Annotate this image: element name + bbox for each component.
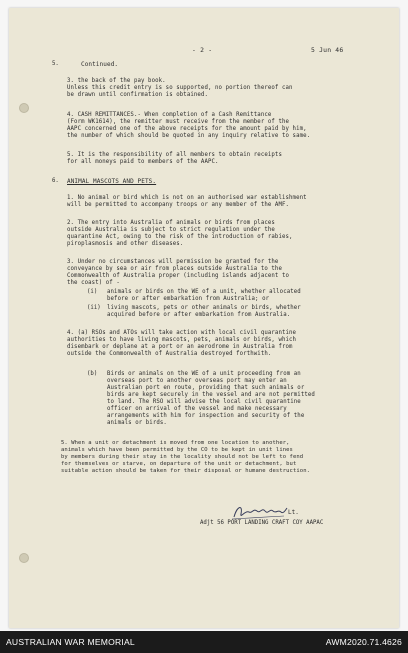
text-line: to land. The RSO will advise the local civil quarantine xyxy=(107,399,301,405)
text-line: for all moneys paid to members of the AAPC. xyxy=(67,159,219,165)
text-line: animals or birds. xyxy=(107,420,167,426)
signatory-title: Adjt 56 PORT LANDING CRAFT COY AAPAC xyxy=(200,520,324,526)
text-line: Commonwealth of Australia proper (including islands adjacent to xyxy=(67,273,290,279)
text-line: disembark or deplane at a port or an aerodrome in Australia from xyxy=(67,344,293,350)
text-line: Birds or animals on the WE of a unit proceeding from an xyxy=(107,371,301,377)
archive-footer xyxy=(0,631,408,653)
punch-hole xyxy=(19,553,29,563)
text-line: acquired before or after embarkation from Australia. xyxy=(107,312,291,318)
text-line: overseas port to another overseas port may enter an xyxy=(107,378,287,384)
sub-item-label: (b) xyxy=(87,371,98,377)
text-line: the number of which should be quoted in any inquiry relative to same. xyxy=(67,133,311,139)
text-line: piroplasmosis and other diseases. xyxy=(67,241,184,247)
text-line: living mascots, pets or other animals or birds, whether xyxy=(107,305,301,311)
accession-number: AWM2020.71.4626 xyxy=(325,637,402,647)
text-line: the coast) of - xyxy=(67,280,120,286)
sub-item-label: (i) xyxy=(87,289,98,295)
text-line: 5. It is the responsibility of all members to obtain receipts xyxy=(67,152,282,158)
handwritten-signature xyxy=(231,502,289,522)
text-line: 3. Under no circumstances will permission be granted for the xyxy=(67,259,279,265)
text-line: be drawn until confirmation is obtained. xyxy=(67,92,208,98)
text-line: outside Australia is subject to strict regulation under the xyxy=(67,227,275,233)
document-date: 5 Jun 46 xyxy=(311,46,344,54)
text-line: Australian port en route, providing that such animals or xyxy=(107,385,305,391)
text-line: before or after embarkation from Australia; or xyxy=(107,296,270,302)
text-line: conveyance by sea or air from places outside Australia to the xyxy=(67,266,282,272)
text-line: 4. CASH REMITTANCES.- When completion of a Cash Remittance xyxy=(67,112,272,118)
para-heading: ANIMAL MASCOTS AND PETS. xyxy=(67,178,157,185)
punch-hole xyxy=(19,103,29,113)
signatory-rank: Lt. xyxy=(288,509,299,516)
text-line: Unless this credit entry is so supported, no portion thereof can xyxy=(67,85,293,91)
text-line: 1. No animal or bird which is not on an authorised war establishment xyxy=(67,195,307,201)
sub-item-label: (ii) xyxy=(87,305,101,311)
page-number: - 2 - xyxy=(192,46,213,54)
text-line: officer on arrival of the vessel and make necessary xyxy=(107,406,287,412)
text-line: outside the Commonwealth of Australia destroyed forthwith. xyxy=(67,351,272,357)
document-page xyxy=(9,8,399,628)
institution-name: AUSTRALIAN WAR MEMORIAL xyxy=(6,637,135,647)
text-line: will be permitted to accompany troops or any member of the AMF. xyxy=(67,202,290,208)
text-line: birds are kept securely in the vessel and are not permitted xyxy=(107,392,315,398)
text-line: (Form WK1614), the remitter must receive from the member of the xyxy=(67,119,290,125)
text-line: for themselves or starve, on departure of the unit or detachment, but xyxy=(61,461,297,467)
para-number: 5. xyxy=(52,61,59,67)
text-line: animals which have been permitted by the CO to be kept in unit lines xyxy=(61,447,293,453)
text-line: 2. The entry into Australia of animals or birds from places xyxy=(67,220,275,226)
text-line: 3. the back of the pay book. xyxy=(67,78,166,84)
text-line: 5. When a unit or detachment is moved from one location to another, xyxy=(61,440,290,446)
text-line: AAPC concerned one of the above receipts for the amount paid by him, xyxy=(67,126,307,132)
text-line: by members during their stay in the locality should not be left to fend xyxy=(61,454,304,460)
para-number: 6. xyxy=(52,178,59,184)
text-line: 4. (a) RSOs and ATOs will take action with local civil quarantine xyxy=(67,330,297,336)
para-heading: Continued. xyxy=(81,61,119,68)
text-line: suitable action should be taken for their disposal or humane destruction. xyxy=(61,468,311,474)
text-line: authorities to have living mascots, pets, animals or birds, which xyxy=(67,337,297,343)
text-line: animals or birds on the WE of a unit, whether allocated xyxy=(107,289,301,295)
text-line: arrangements with him for inspection and security of the xyxy=(107,413,305,419)
text-line: quarantine Act, owing to the risk of the introduction of rabies, xyxy=(67,234,293,240)
